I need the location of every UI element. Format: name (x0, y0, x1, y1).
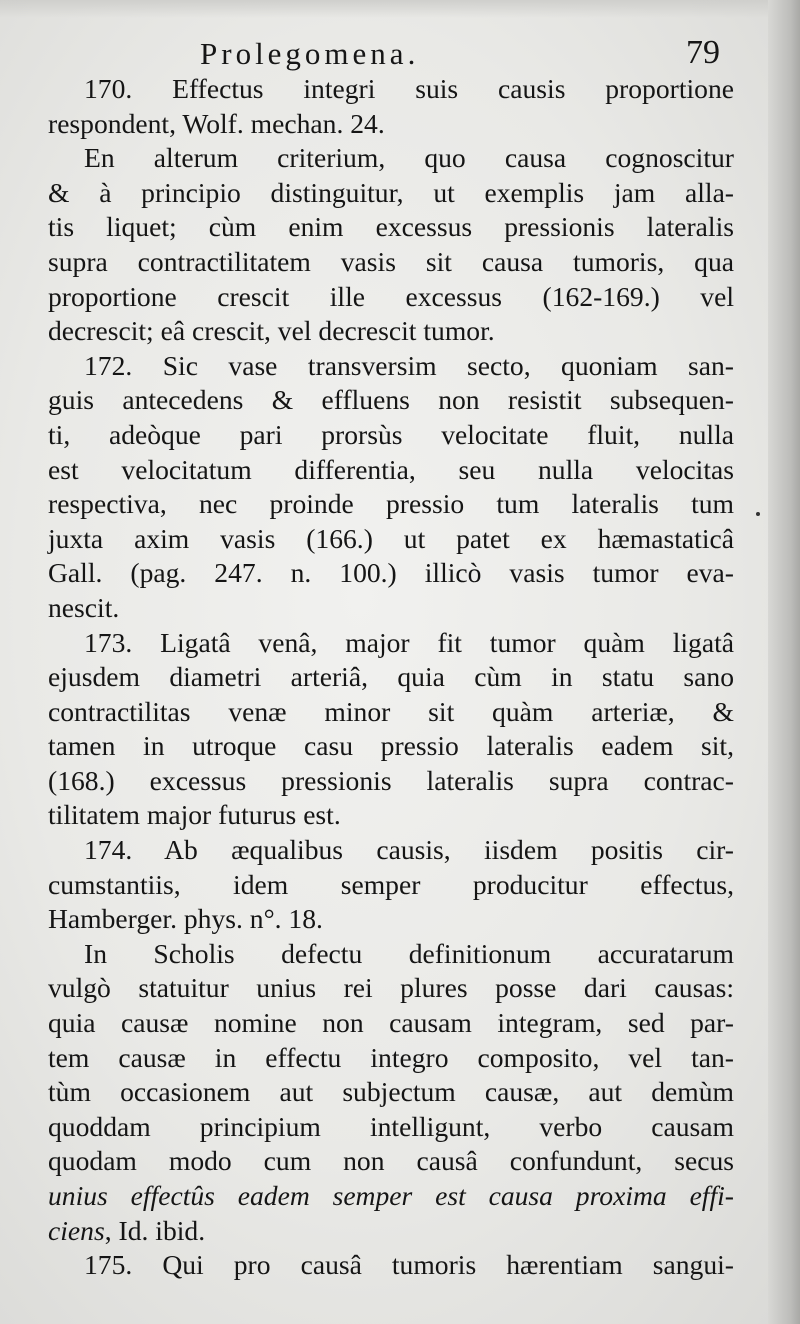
text-line: 170. Effectus integri suis causis proportione (84, 73, 734, 104)
text-line: Gall. (pag. 247. n. 100.) illicò vasis tumor eva- (48, 557, 734, 589)
text-line: 175. Qui pro causâ tumoris hærentiam sangui- (84, 1249, 734, 1281)
text-line: tùm occasionem aut subjectum causæ, aut demùm (48, 1076, 734, 1108)
text-line: est velocitatum differentia, seu nulla velocitas (48, 453, 734, 485)
text-line: respectiva, nec proinde pressio tum lateralis tum (48, 488, 734, 520)
text-line: guis antecedens & effluens non resistit subsequen- (48, 384, 734, 416)
body-text (48, 72, 734, 1283)
text-line: unius effectûs eadem semper est causa proxima effi- (48, 1180, 734, 1211)
text-line: En alterum criterium, quo causa cognoscitur (84, 142, 734, 174)
text-line: In Scholis defectu definitionum accuratarum (84, 937, 734, 969)
roman-span: , Id. ibid. (104, 1214, 206, 1246)
text-line: (168.) excessus pressionis lateralis supra contrac- (48, 764, 734, 796)
text-line: Hamberger. phys. n°. 18. (48, 903, 323, 935)
text-line: juxta axim vasis (166.) ut patet ex hæmastaticâ (48, 522, 734, 554)
text-line: ejusdem diametri arteriâ, quia cùm in statu sano (48, 661, 734, 693)
running-head: Prolegomena. (200, 36, 420, 71)
text-line: tamen in utroque casu pressio lateralis eadem sit, (48, 730, 734, 762)
text-line: contractilitas venæ minor sit quàm arteriæ, & (48, 695, 734, 727)
page-number: 79 (686, 34, 720, 71)
text-line: tilitatem major futurus est. (48, 799, 341, 831)
text-line: nescit. (48, 591, 120, 623)
text-line: vulgò statuitur unius rei plures posse dari causas: (48, 972, 734, 1004)
text-line: decrescit; eâ crescit, vel decrescit tumor. (48, 315, 495, 347)
ink-speck (756, 512, 760, 516)
page-top-shadow (0, 0, 800, 18)
text-line: 173. Ligatâ venâ, major fit tumor quàm ligatâ (84, 626, 734, 658)
text-line: cumstantiis, idem semper producitur effectus, (48, 868, 734, 900)
text-line: respondent, Wolf. mechan. 24. (48, 107, 385, 139)
text-line: supra contractilitatem vasis sit causa tumoris, qua (48, 245, 734, 277)
text-line: quodam modo cum non causâ confundunt, secus (48, 1145, 734, 1177)
italic-span: ciens (48, 1214, 105, 1246)
text-line: 172. Sic vase transversim secto, quoniam san- (84, 349, 734, 381)
text-line (48, 1214, 734, 1249)
text-line: quoddam principium intelligunt, verbo causam (48, 1110, 734, 1142)
text-line: 174. Ab æqualibus causis, iisdem positis cir- (84, 834, 734, 866)
text-line: tis liquet; cùm enim excessus pressionis lateralis (48, 211, 734, 243)
text-line: quia causæ nomine non causam integram, sed par- (48, 1007, 734, 1039)
text-line: proportione crescit ille excessus (162-169.) vel (48, 280, 734, 312)
page-gutter-shadow (768, 0, 800, 1324)
text-line: tem causæ in effectu integro composito, vel tan- (48, 1041, 734, 1073)
text-line: ti, adeòque pari prorsùs velocitate fluit, nulla (48, 418, 734, 450)
text-line: & à principio distinguitur, ut exemplis jam alla- (48, 176, 734, 208)
